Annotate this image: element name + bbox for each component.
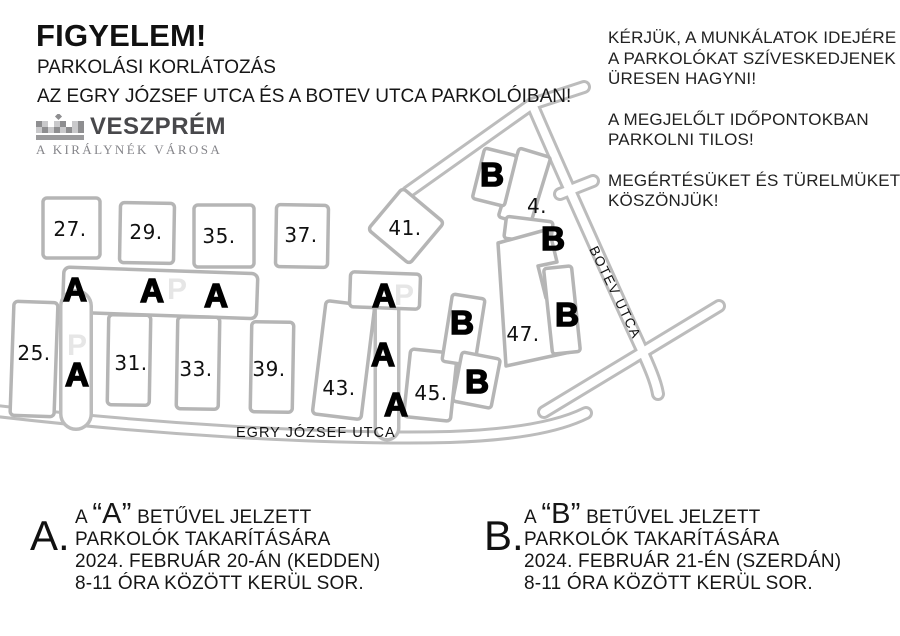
legend-b-text (524, 500, 841, 595)
marker-a: A (65, 356, 89, 393)
legend-a-text (75, 500, 380, 595)
marker-b: B (541, 220, 565, 257)
lot-4-label: 4. (526, 194, 548, 218)
street-label-egry: EGRY JÓZSEF UTCA (236, 425, 396, 441)
lot-25-label: 25. (17, 341, 51, 365)
legend-a-line4: 8-11 ÓRA KÖZÖTT KERÜL SOR. (75, 573, 364, 594)
lot-41-label: 41. (388, 216, 422, 240)
marker-b: B (480, 156, 504, 193)
marker-b: B (555, 296, 579, 333)
legend-b-line1-rest: BETŰVEL JELZETT (586, 507, 761, 528)
legend-b-line2: PARKOLÓK TAKARÍTÁSÁRA (524, 529, 780, 550)
page-title: FIGYELEM! (36, 18, 207, 53)
p-symbol: P (393, 279, 415, 312)
legend-a-prefix: A (75, 507, 87, 528)
street-label-botev: BOTEV UTCA (586, 243, 645, 342)
lot-33-label: 33. (179, 357, 213, 381)
marker-a: A (384, 386, 408, 423)
legend-b-prefix: A (524, 507, 536, 528)
legend-a-bullet: A. (30, 512, 70, 559)
subtitle-restriction: PARKOLÁSI KORLÁTOZÁS (37, 57, 276, 78)
logo-tagline: A KIRÁLYNÉK VÁROSA (36, 142, 223, 157)
crown-icon (36, 114, 84, 141)
notice-block (608, 28, 900, 232)
legend-b-line1 (524, 500, 841, 529)
building-43 (312, 301, 375, 420)
notice-paragraph-2: A MEGJELŐLT IDŐPONTOKBAN PARKOLNI TILOS! (608, 109, 869, 150)
p-symbol: P (66, 329, 88, 362)
legend-a-line3: 2024. FEBRUÁR 20-ÁN (KEDDEN) (75, 551, 381, 572)
logo-city-name: VESZPRÉM (90, 113, 227, 140)
legend-a-line1-rest: BETŰVEL JELZETT (137, 507, 312, 528)
legend-b-line4: 8-11 ÓRA KÖZÖTT KERÜL SOR. (524, 573, 813, 594)
legend-b-quoted-letter: “B” (541, 498, 581, 530)
lot-35-label: 35. (202, 224, 236, 248)
marker-a: A (204, 277, 228, 314)
p-symbol: P (166, 273, 188, 306)
legend-a-line2: PARKOLÓK TAKARÍTÁSÁRA (75, 529, 331, 550)
lot-43-label: 43. (322, 376, 356, 400)
lot-47-label: 47. (506, 322, 540, 346)
lot-27-label: 27. (53, 217, 87, 241)
marker-b: B (450, 304, 474, 341)
marker-a: A (140, 272, 164, 309)
legend-a-quoted-letter: “A” (92, 498, 132, 530)
marker-b: B (465, 363, 489, 400)
notice-paragraph-1: KÉRJÜK, A MUNKÁLATOK IDEJÉRE A PARKOLÓKAT SZÍVESKEDJENEK ÜRESEN HAGYNI! (608, 28, 897, 89)
veszprem-logo (36, 114, 266, 158)
subtitle-streets: AZ EGRY JÓZSEF UTCA ÉS A BOTEV UTCA PARKOLÓIBAN! (37, 86, 572, 107)
legend-a-line1 (75, 500, 380, 529)
lot-39-label: 39. (252, 357, 286, 381)
marker-a: A (372, 277, 396, 314)
lot-29-label: 29. (129, 220, 163, 244)
marker-a: A (371, 336, 395, 373)
legend-b-line3: 2024. FEBRUÁR 21-ÉN (SZERDÁN) (524, 551, 842, 572)
legend-b-bullet: B. (484, 512, 524, 559)
lot-45-label: 45. (414, 381, 448, 405)
marker-a: A (63, 271, 87, 308)
notice-paragraph-3: MEGÉRTÉSÜKET ÉS TÜRELMÜKET KÖSZÖNJÜK! (608, 170, 900, 211)
lot-37-label: 37. (284, 223, 318, 247)
lot-31-label: 31. (114, 351, 148, 375)
